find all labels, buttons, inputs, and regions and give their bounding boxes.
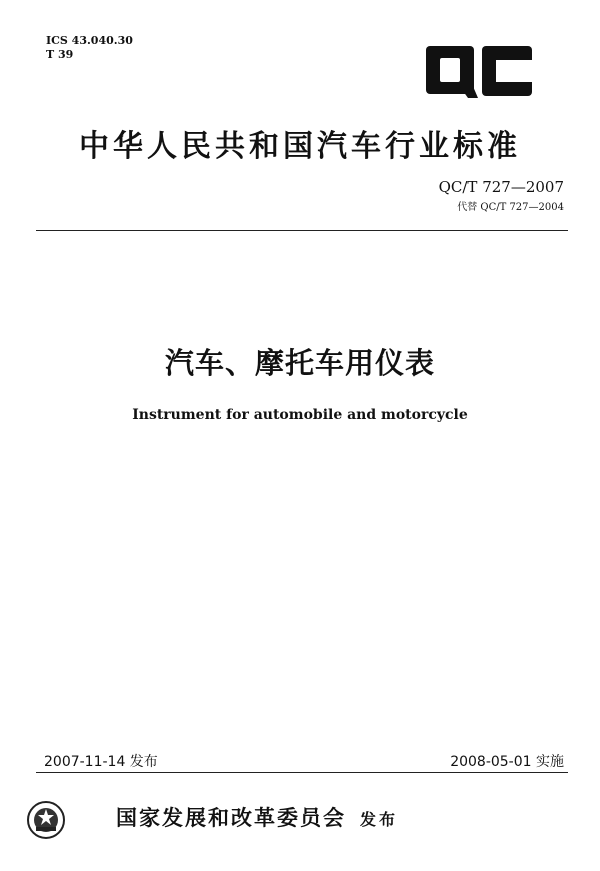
classification-codes — [46, 34, 133, 62]
issuer-line — [116, 802, 398, 832]
issuer-organization: 国家发展和改革委员会 — [116, 806, 346, 830]
ccs-code: T 39 — [46, 48, 74, 61]
replaces-standard: 代替 QC/T 727—2004 — [457, 202, 564, 213]
footer-divider — [36, 772, 568, 773]
document-title-chinese: 汽车、摩托车用仪表 — [164, 346, 435, 380]
document-title-english: Instrument for automobile and motorcycle — [132, 407, 468, 423]
implementation-date: 2008-05-01 实施 — [450, 754, 564, 770]
standard-name: 中华人民共和国汽车行业标准 — [79, 129, 521, 164]
national-emblem-icon — [26, 800, 66, 840]
standard-number: QC/T 727—2007 — [438, 178, 564, 196]
issue-date: 2007-11-14 发布 — [44, 754, 158, 770]
ics-code: ICS 43.040.30 — [46, 34, 133, 47]
qc-logo-icon — [424, 44, 534, 100]
header-divider — [36, 230, 568, 231]
issuer-action: 发布 — [360, 810, 399, 829]
standard-number-block — [439, 178, 564, 213]
